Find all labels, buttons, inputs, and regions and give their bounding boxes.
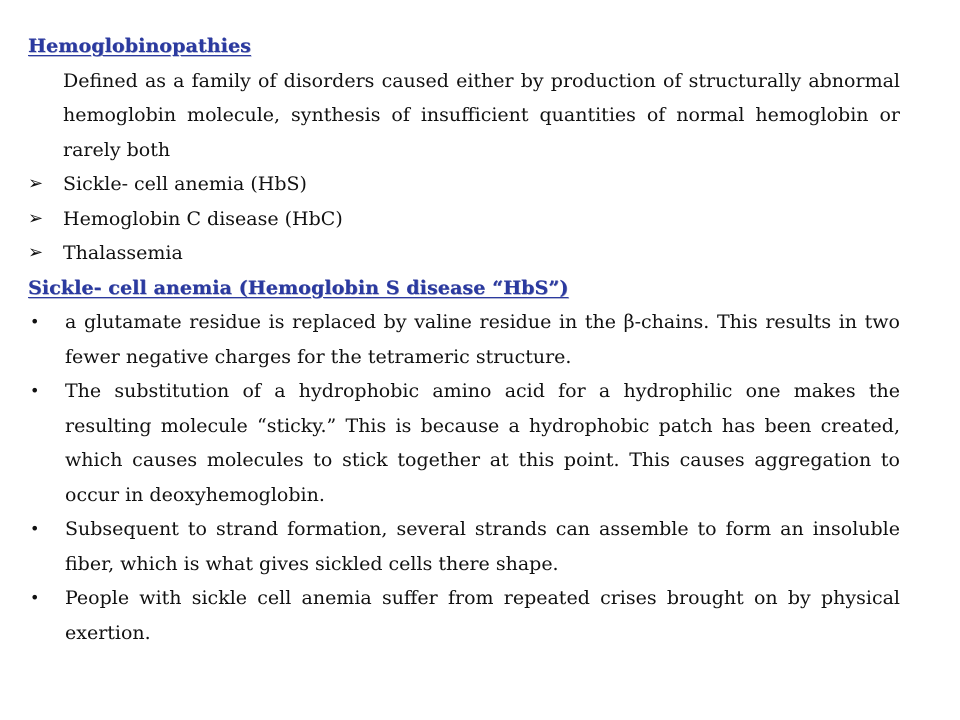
round-bullet-icon: • xyxy=(30,588,40,607)
sickle-cell-bullet-list xyxy=(28,305,900,650)
list-item-text: The substitution of a hydrophobic amino acid for a hydrophilic one makes the resulting molecule “sticky.” This is because a hydrophobic patch has been created, which causes molecules to stick together at this point. This causes aggregation to occur in deoxyhemoglobin. xyxy=(65,380,900,506)
arrow-bullet-icon: ➢ xyxy=(28,242,44,263)
hemoglobinopathies-definition: Defined as a family of disorders caused either by production of structurally abnormal hemoglobin molecule, synthesis of insufficient quantities of normal hemoglobin or rarely both xyxy=(63,69,900,161)
list-item-text: Sickle- cell anemia (HbS) xyxy=(63,173,307,195)
list-item-text: People with sickle cell anemia suffer from repeated crises brought on by physical exertion. xyxy=(65,587,900,644)
list-item-text: Hemoglobin C disease (HbC) xyxy=(63,207,343,230)
list-item xyxy=(28,167,900,202)
slide-content xyxy=(28,29,900,650)
hemoglobinopathy-types-list xyxy=(28,167,900,271)
round-bullet-icon: • xyxy=(30,381,40,400)
list-item-text: a glutamate residue is replaced by valine residue in the β-chains. This results in two fewer negative charges for the tetrameric structure. xyxy=(65,311,900,368)
list-item xyxy=(28,374,900,512)
list-item xyxy=(28,236,900,271)
list-item xyxy=(28,512,900,581)
list-item xyxy=(28,305,900,374)
sickle-cell-heading: Sickle- cell anemia (Hemoglobin S disease “HbS”) xyxy=(28,276,569,299)
list-item-text: Subsequent to strand formation, several strands can assemble to form an insoluble fiber, which is what gives sickled cells there shape. xyxy=(65,518,900,575)
list-item-text: Thalassemia xyxy=(63,242,183,264)
list-item xyxy=(28,202,900,237)
round-bullet-icon: • xyxy=(30,519,40,538)
list-item xyxy=(28,581,900,650)
arrow-bullet-icon: ➢ xyxy=(28,173,44,194)
arrow-bullet-icon: ➢ xyxy=(28,207,44,229)
hemoglobinopathies-heading: Hemoglobinopathies xyxy=(28,35,251,57)
round-bullet-icon: • xyxy=(30,312,40,331)
